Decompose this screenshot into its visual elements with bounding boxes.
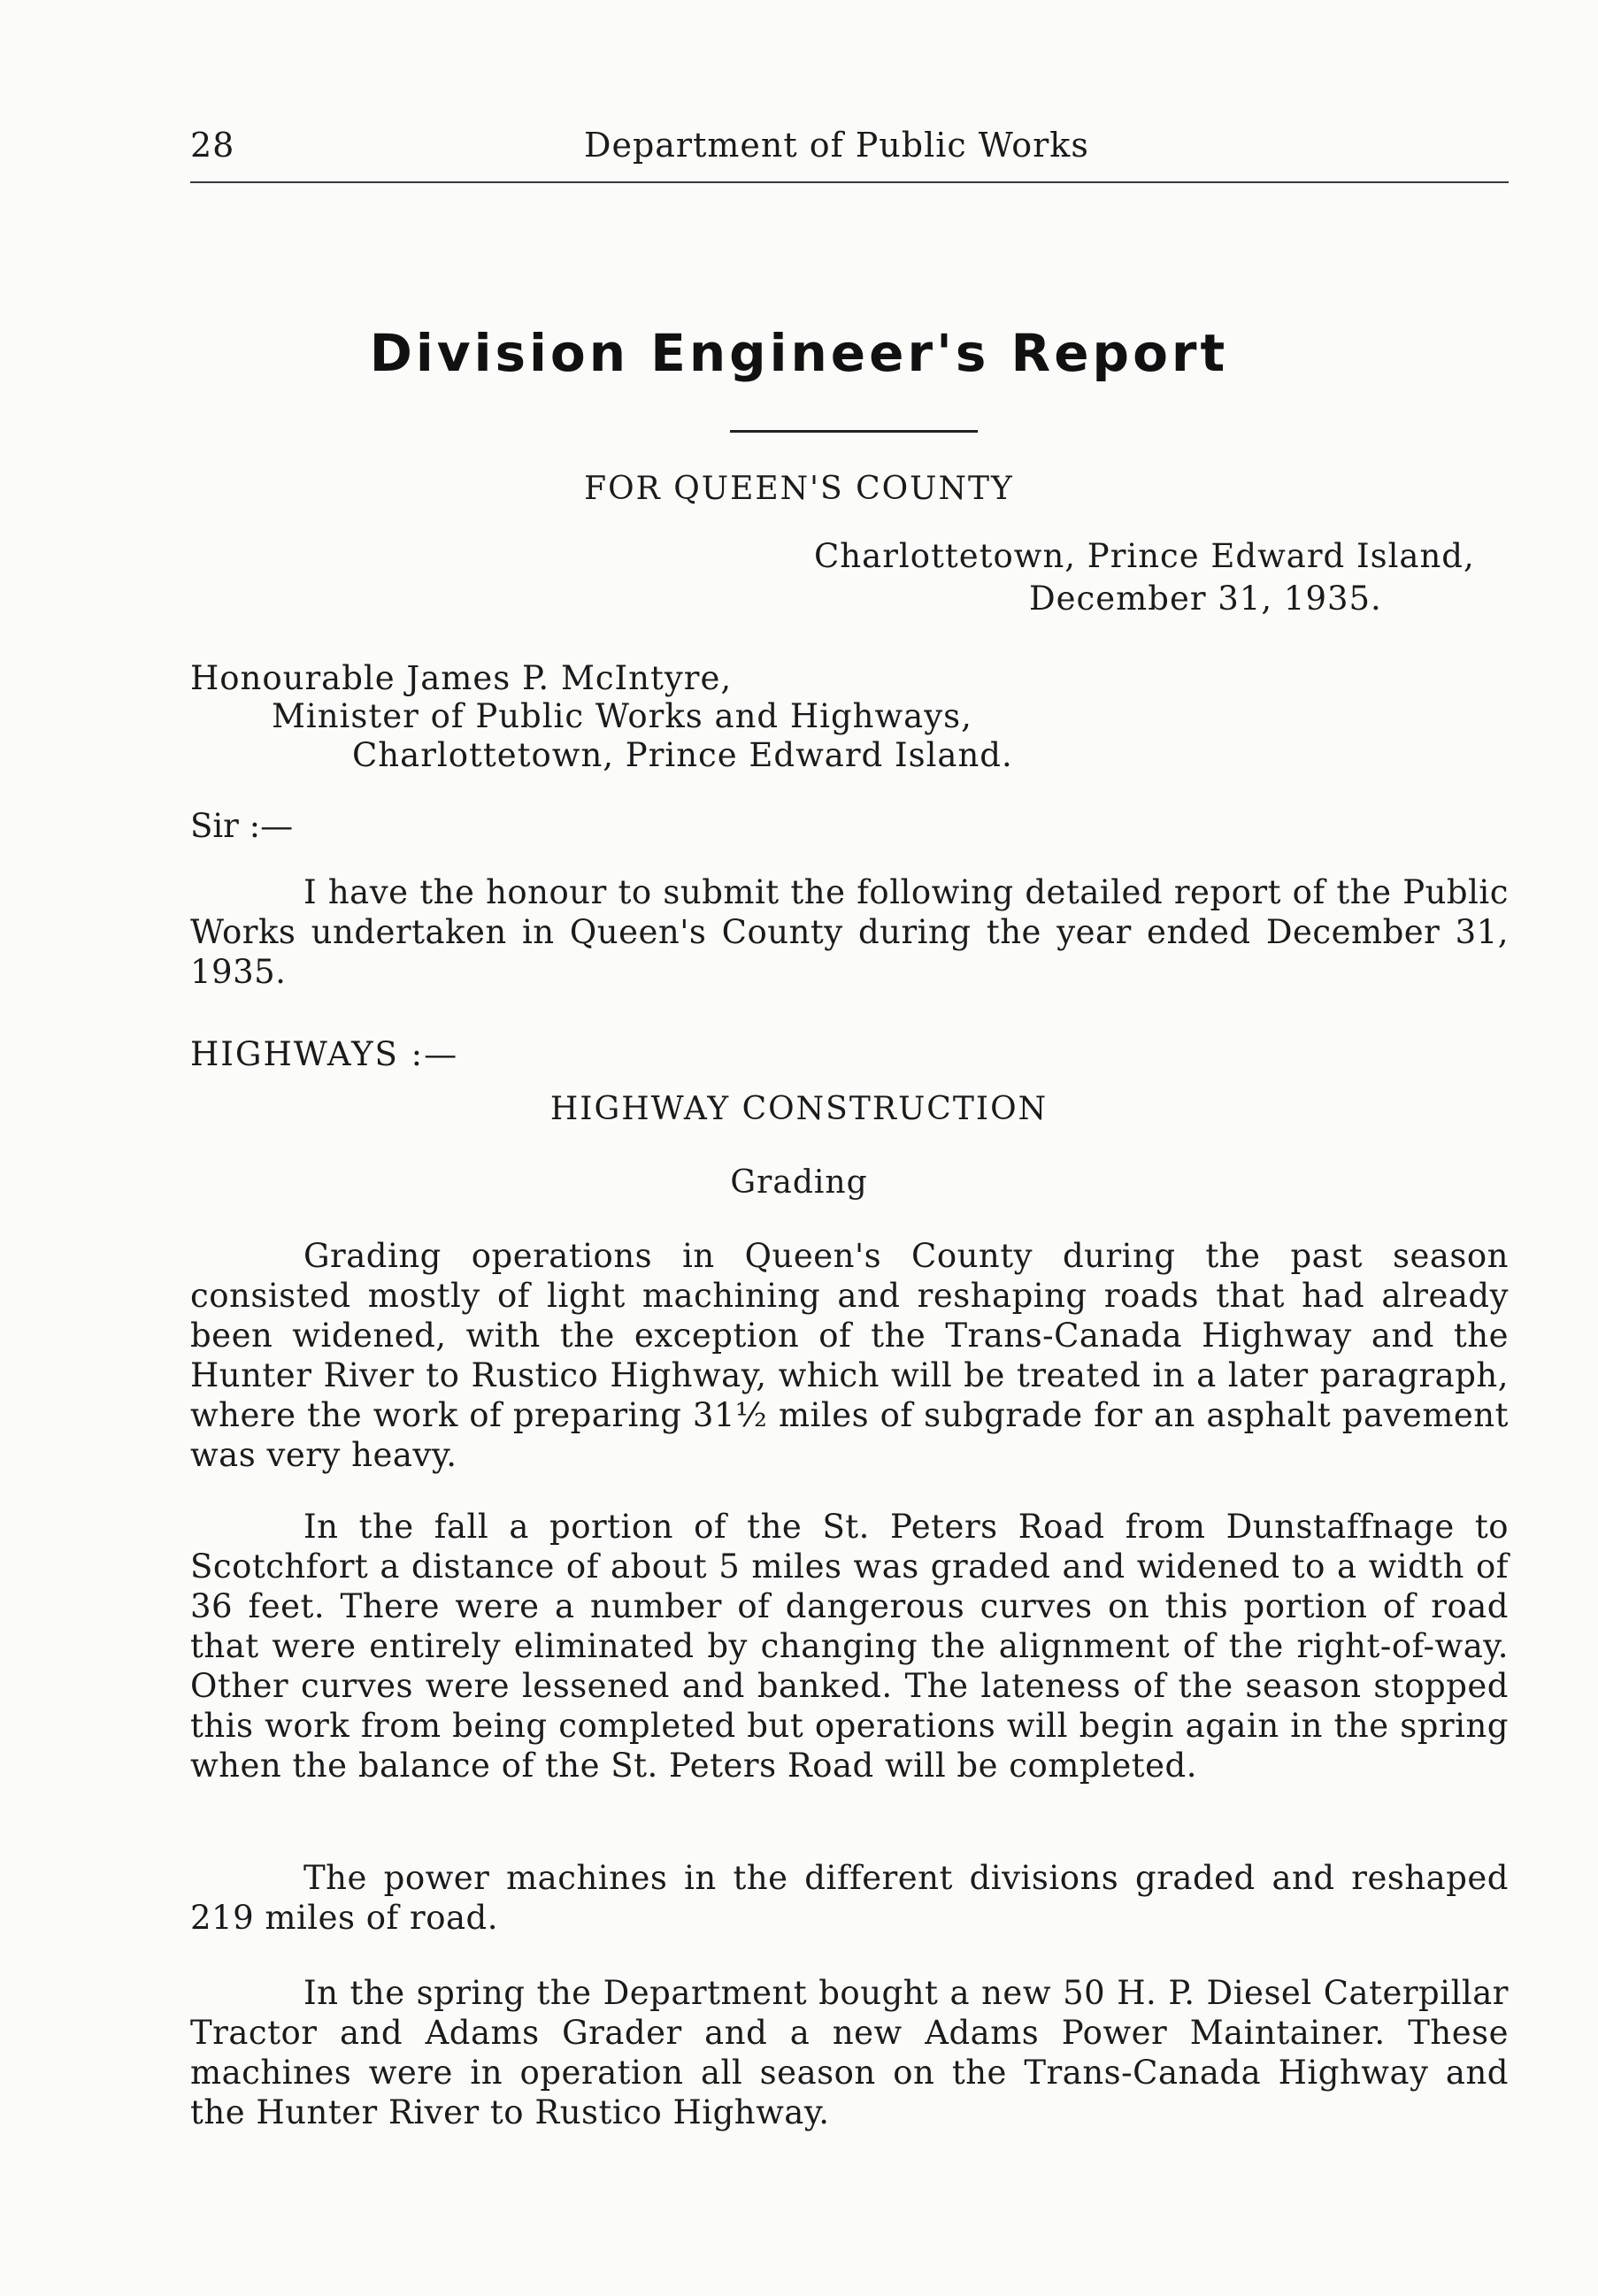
report-subtitle: FOR QUEEN'S COUNTY [584, 471, 1014, 507]
salutation: Sir :— [190, 807, 294, 845]
section-subsubheading: Grading [730, 1164, 868, 1201]
page-header [190, 126, 1509, 179]
page-number: 28 [190, 126, 235, 165]
paragraph-st-peters-road: In the fall a portion of the St. Peters Road from Dunstaffnage to Scotchfort a distance of about 5 miles was graded and widened to a width of 36 feet. There were a number of dangerous curves on this portion of road that were entirely eliminated by changing the alignment of the right-of-way. Other curves were lessened and banked. The lateness of the season stopped this work from being completed but operations will begin again in the spring when the balance of the St. Peters Road will be completed. [190, 1508, 1509, 1785]
section-heading: HIGHWAYS :— [190, 1035, 459, 1073]
intro-paragraph: I have the honour to submit the following detailed report of the Public Works undertaken in Queen's County during the year ended December 31, 1935. [190, 873, 1509, 991]
header-rule [190, 181, 1509, 183]
report-title: Division Engineer's Report [369, 323, 1229, 383]
address-line-1: Honourable James P. McIntyre, [190, 659, 733, 697]
paragraph-power-machines: The power machines in the different divisions graded and reshaped 219 miles of road. [190, 1859, 1509, 1937]
running-title: Department of Public Works [584, 126, 1089, 165]
paragraph-grading: Grading operations in Queen's County during the past season consisted mostly of light machining and reshaping roads that had already been widened, with the exception of the Trans-Canada Highway and the Hunter River to Rustico Highway, which will be treated in a later paragraph, where the work of preparing 31½ miles of subgrade for an asphalt pavement was very heavy. [190, 1237, 1509, 1474]
title-rule [730, 430, 978, 433]
address-line-2: Minister of Public Works and Highways, [272, 697, 972, 735]
dateline-place: Charlottetown, Prince Edward Island, [814, 537, 1475, 575]
section-subheading: HIGHWAY CONSTRUCTION [549, 1091, 1049, 1127]
dateline-date: December 31, 1935. [1029, 580, 1382, 618]
address-line-3: Charlottetown, Prince Edward Island. [352, 736, 1013, 774]
paragraph-new-equipment: In the spring the Department bought a new 50 H. P. Diesel Caterpillar Tractor and Adams Grader and a new Adams Power Maintainer. These machines were in operation all season on the Trans-Canada Highway and the Hunter River to Rustico Highway. [190, 1974, 1509, 2131]
